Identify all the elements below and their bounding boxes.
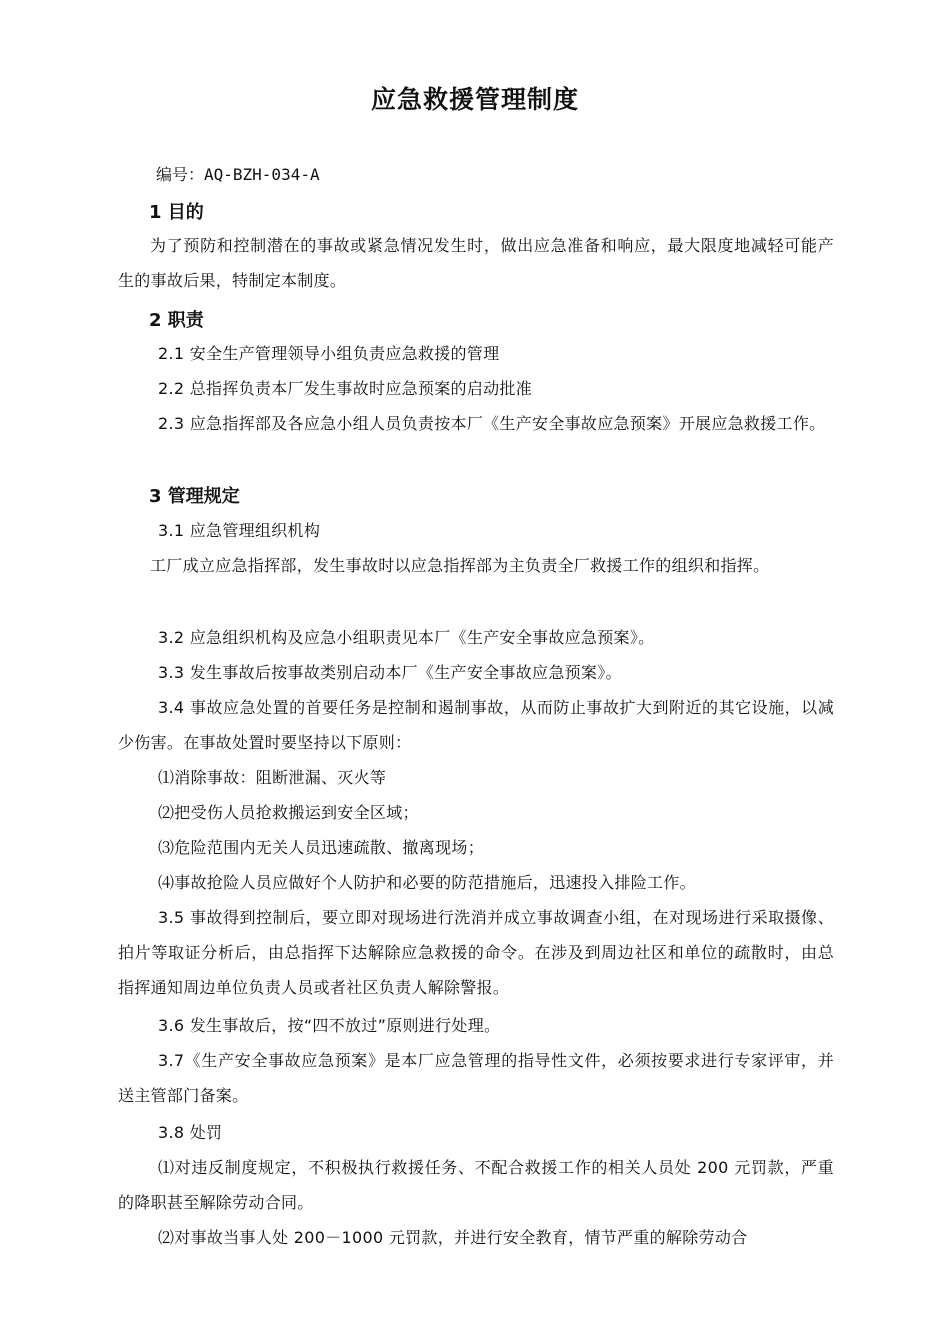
section-3-4-item-1: ⑴消除事故：阻断泄漏、灭火等 [158,768,387,787]
section-3-4-item-3: ⑶危险范围内无关人员迅速疏散、撤离现场； [158,838,485,857]
document-code: 编号：AQ-BZH-034-A [156,165,320,184]
section-3-7: 3.7《生产安全事故应急预案》是本厂应急管理的指导性文件，必须按要求进行专家评审，并送主管部门备案。 [118,1051,834,1105]
section-3-1: 3.1 应急管理组织机构 [158,521,321,540]
section-3-4-item-4: ⑷事故抢险人员应做好个人防护和必要的防范措施后，迅速投入排险工作。 [158,873,696,892]
section-2-heading: 2 职责 [149,310,204,331]
section-2-2: 2.2 总指挥负责本厂发生事故时应急预案的启动批准 [158,379,533,398]
section-3-8-item-1: ⑴对违反制度规定，不积极执行救援任务、不配合救援工作的相关人员处 200 元罚款，严重的降职甚至解除劳动合同。 [118,1158,834,1212]
section-2-3: 2.3 应急指挥部及各应急小组人员负责按本厂《生产安全事故应急预案》开展应急救援工作。 [158,414,826,433]
section-1-heading: 1 目的 [149,202,204,223]
section-3-6: 3.6 发生事故后，按“四不放过”原则进行处理。 [158,1016,501,1035]
section-3-heading: 3 管理规定 [149,486,240,507]
section-3-4: 3.4 事故应急处置的首要任务是控制和遏制事故，从而防止事故扩大到附近的其它设施，以减少伤害。在事故处置时要坚持以下原则： [118,698,834,752]
section-3-8-item-2: ⑵对事故当事人处 200－1000 元罚款，并进行安全教育，情节严重的解除劳动合 [158,1228,748,1247]
section-3-5: 3.5 事故得到控制后，要立即对现场进行洗消并成立事故调查小组，在对现场进行采取摄像、拍片等取证分析后，由总指挥下达解除应急救援的命令。在涉及到周边社区和单位的疏散时，由总指挥通知周边单位负责人员或者社区负责人解除警报。 [118,908,834,997]
section-3-4-item-2: ⑵把受伤人员抢救搬运到安全区域； [158,803,419,822]
document-title: 应急救援管理制度 [370,85,579,114]
section-2-1: 2.1 安全生产管理领导小组负责应急救援的管理 [158,344,500,363]
section-3-8: 3.8 处罚 [158,1123,223,1142]
section-3-1-paragraph: 工厂成立应急指挥部，发生事故时以应急指挥部为主负责全厂救援工作的组织和指挥。 [150,556,770,575]
section-3-3: 3.3 发生事故后按事故类别启动本厂《生产安全事故应急预案》。 [158,663,622,682]
section-1-paragraph: 为了预防和控制潜在的事故或紧急情况发生时，做出应急准备和响应，最大限度地减轻可能产生的事故后果，特制定本制度。 [118,236,834,290]
section-3-2: 3.2 应急组织机构及应急小组职责见本厂《生产安全事故应急预案》。 [158,628,655,647]
